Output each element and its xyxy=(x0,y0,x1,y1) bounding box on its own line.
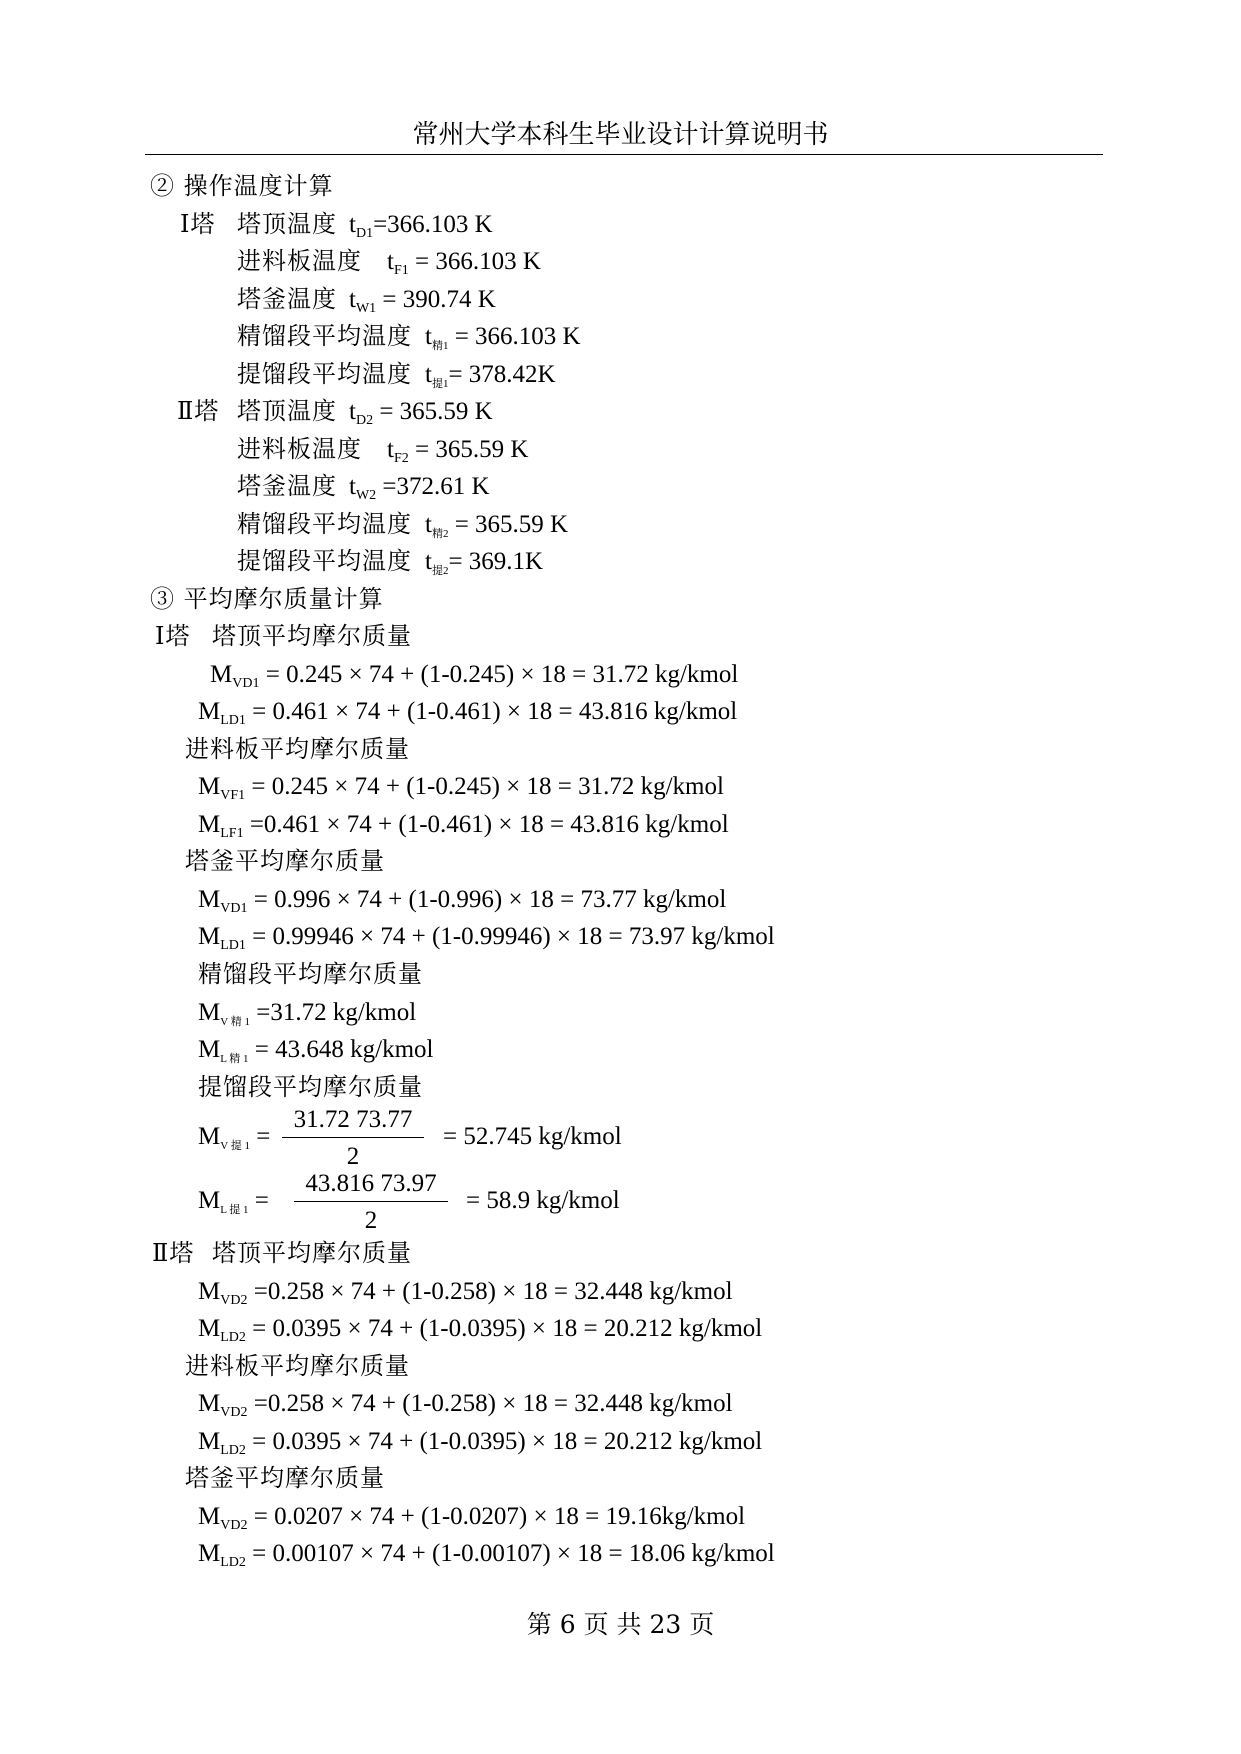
molar-mass-equation: $M_{LF1} =0.461 \times 74 + (1-0.461) \times 18 = 43.816$ kg/kmol xyxy=(198,811,729,841)
temp-name: 塔釜温度 xyxy=(237,472,337,500)
temp-name: 提馏段平均温度 xyxy=(237,360,412,388)
section-title-molar-mass: ③ 平均摩尔质量计算 xyxy=(150,585,384,613)
subsection-title: 塔釜平均摩尔质量 xyxy=(185,847,385,875)
temp-formula: $t_{精2} = 365.59$ K xyxy=(425,511,569,540)
temp-formula: $t_{D1}=366.103$ K xyxy=(349,211,493,241)
molar-mass-equation: $M_{V 提 1}$ = xyxy=(198,1123,271,1152)
section-title-temperature: ② 操作温度计算 xyxy=(150,172,334,200)
subsection-title: 进料板平均摩尔质量 xyxy=(185,735,410,763)
molar-mass-equation: $M_{LD2} = 0.00107 \times 74 + (1-0.00107) \times 18 = 18.06$ kg/kmol xyxy=(198,1540,775,1570)
temp-formula: $t_{W2} =372.61$ K xyxy=(349,473,490,503)
subsection-title: 塔釜平均摩尔质量 xyxy=(185,1464,385,1492)
running-header: 常州大学本科生毕业设计计算说明书 xyxy=(412,120,829,150)
molar-mass-equation: $M_{VD2} = 0.0207 \times 74 + (1-0.0207) \times 18$ = 19.16kg/kmol xyxy=(198,1503,746,1533)
subsection-title: 塔顶平均摩尔质量 xyxy=(212,1239,412,1267)
fraction-result: = 52.745 kg/kmol xyxy=(443,1123,622,1150)
molar-mass-equation: $M_{VD2} =0.258 \times 74 + (1-0.258) \times 18 = 32.448$ kg/kmol xyxy=(198,1278,733,1308)
fraction xyxy=(294,1170,448,1235)
fraction-denominator: 2 xyxy=(346,1143,360,1170)
subsection-title: 精馏段平均摩尔质量 xyxy=(198,960,423,988)
tower1-label: Ⅰ塔 xyxy=(180,210,216,238)
molar-mass-equation: $M_{LD2} = 0.0395 \times 74 + (1-0.0395) \times 18 = 20.212$ kg/kmol xyxy=(198,1315,763,1345)
tower2-label: Ⅱ塔 xyxy=(152,1239,195,1267)
fraction-numerator: 31.72 73.77 xyxy=(282,1106,424,1138)
fraction-numerator: 43.816 73.97 xyxy=(294,1170,448,1202)
subsection-title: 进料板平均摩尔质量 xyxy=(185,1352,410,1380)
header-rule xyxy=(145,154,1103,155)
temp-name: 提馏段平均温度 xyxy=(237,547,412,575)
molar-mass-equation: $M_{LD1} = 0.99946 \times 74 + (1-0.99946) \times 18 = 73.97$ kg/kmol xyxy=(198,923,775,953)
temp-name: 塔顶温度 xyxy=(237,210,337,238)
fraction xyxy=(282,1106,424,1171)
temp-name: 塔顶温度 xyxy=(237,397,337,425)
temp-formula: $t_{提1}= 378.42K$ xyxy=(425,361,556,390)
page-number: 第 6 页 共 23 页 xyxy=(526,1610,715,1639)
temp-formula: $t_{F1} = 366.103$ K xyxy=(387,248,541,278)
temp-formula: $t_{F2} = 365.59$ K xyxy=(387,436,529,466)
temp-name: 进料板温度 xyxy=(237,247,362,275)
fraction-result: = 58.9 kg/kmol xyxy=(466,1187,620,1214)
temp-name: 精馏段平均温度 xyxy=(237,510,412,538)
temp-formula: $t_{W1} = 390.74$ K xyxy=(349,286,496,316)
molar-mass-equation: $M_{V 精 1} =31.72$ kg/kmol xyxy=(198,999,417,1028)
temp-name: 精馏段平均温度 xyxy=(237,322,412,350)
molar-mass-equation: $M_{LD2} = 0.0395 \times 74 + (1-0.0395) \times 18 = 20.212$ kg/kmol xyxy=(198,1428,763,1458)
molar-mass-equation: $M_{L 精 1} = 43.648$ kg/kmol xyxy=(198,1036,434,1065)
molar-mass-equation: $M_{LD1} = 0.461 \times 74 + (1-0.461) \times 18 = 43.816$ kg/kmol xyxy=(198,698,738,728)
fraction-denominator: 2 xyxy=(364,1207,378,1234)
temp-formula: $t_{精1} = 366.103$ K xyxy=(425,323,581,352)
tower2-label: Ⅱ塔 xyxy=(177,397,220,425)
molar-mass-equation: $M_{VD2} =0.258 \times 74 + (1-0.258) \times 18 = 32.448$ kg/kmol xyxy=(198,1390,733,1420)
molar-mass-equation: $M_{VD1} = 0.245 \times 74 + (1-0.245) \times 18 = 31.72$ kg/kmol xyxy=(210,661,739,691)
molar-mass-equation: $M_{VF1} = 0.245 \times 74 + (1-0.245) \times 18 = 31.72$ kg/kmol xyxy=(198,773,724,803)
molar-mass-equation: $M_{L 提 1}$ = xyxy=(198,1187,269,1216)
tower1-label: Ⅰ塔 xyxy=(155,622,191,650)
temp-name: 塔釜温度 xyxy=(237,285,337,313)
temp-formula: $t_{D2} = 365.59$ K xyxy=(349,398,493,428)
temp-name: 进料板温度 xyxy=(237,435,362,463)
subsection-title: 提馏段平均摩尔质量 xyxy=(198,1073,423,1101)
subsection-title: 塔顶平均摩尔质量 xyxy=(212,622,412,650)
temp-formula: $t_{提2}= 369.1K$ xyxy=(425,548,544,577)
molar-mass-equation: $M_{VD1} = 0.996 \times 74 + (1-0.996) \times 18 = 73.77$ kg/kmol xyxy=(198,886,727,916)
